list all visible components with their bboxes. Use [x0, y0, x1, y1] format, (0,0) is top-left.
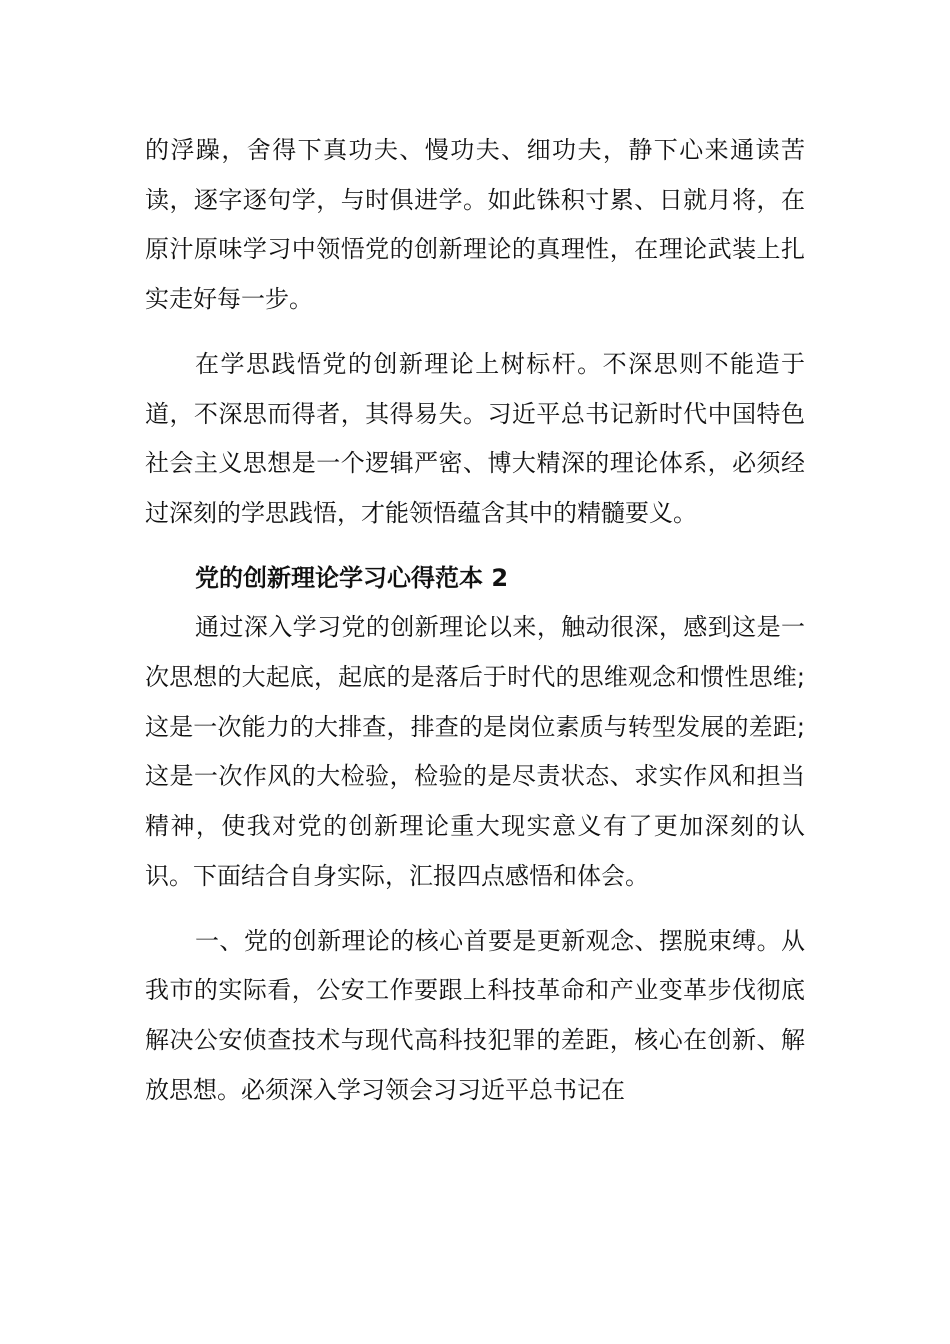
paragraph-point-one: 一、党的创新理论的核心首要是更新观念、摆脱束缚。从我市的实际看，公安工作要跟上科技革命和产业变革步伐彻底解决公安侦查技术与现代高科技犯罪的差距，核心在创新、解放思想。必须深入学习领会习习近平总书记在 [145, 926, 805, 1104]
paragraph-study-benchmark: 在学思践悟党的创新理论上树标杆。不深思则不能造于道，不深思而得者，其得易失。习近平总书记新时代中国特色社会主义思想是一个逻辑严密、博大精深的理论体系，必须经过深刻的学思践悟，才能领悟蕴含其中的精髓要义。 [145, 349, 805, 527]
paragraph-continued: 的浮躁，舍得下真功夫、慢功夫、细功夫，静下心来通读苦读，逐字逐句学，与时俱进学。如此铢积寸累、日就月将，在原汁原味学习中领悟党的创新理论的真理性，在理论武装上扎实走好每一步。 [145, 136, 805, 314]
section-heading: 党的创新理论学习心得范本 2 [195, 563, 509, 592]
paragraph-intro: 通过深入学习党的创新理论以来，触动很深，感到这是一次思想的大起底，起底的是落后于时代的思维观念和惯性思维;这是一次能力的大排查，排查的是岗位素质与转型发展的差距;这是一次作风的大检验，检验的是尽责状态、求实作风和担当精神，使我对党的创新理论重大现实意义有了更加深刻的认识。下面结合自身实际，汇报四点感悟和体会。 [145, 613, 805, 890]
document-page [145, 126, 805, 1115]
